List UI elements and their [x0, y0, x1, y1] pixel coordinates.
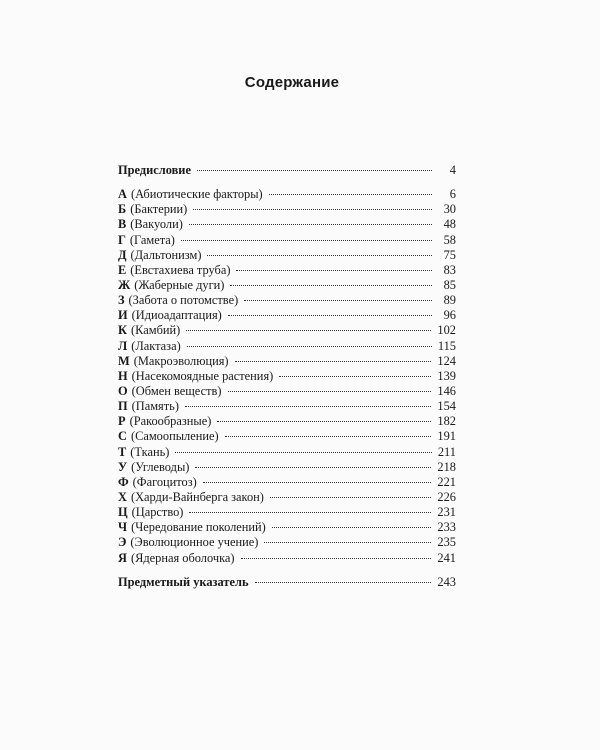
dot-leader [230, 285, 432, 286]
toc-letter: С [118, 429, 127, 444]
toc-label: (Дальтонизм) [130, 247, 202, 262]
toc-row[interactable] [118, 248, 456, 263]
toc-label: (Эволюционное учение) [130, 535, 259, 550]
toc-letter: Р [118, 414, 126, 429]
toc-page-number: 235 [437, 535, 456, 550]
dot-leader [228, 391, 432, 392]
toc-label: Предисловие [118, 163, 191, 177]
dot-leader [272, 527, 432, 528]
toc-label: (Забота о потомстве) [128, 293, 239, 308]
spacer [118, 566, 456, 575]
toc-row[interactable] [118, 323, 456, 338]
toc-letter: И [118, 308, 128, 323]
toc-row[interactable] [118, 399, 456, 414]
toc-letter: У [118, 459, 128, 474]
toc-letter: К [118, 323, 127, 338]
toc-letter: А [118, 187, 127, 202]
toc-page-number: 211 [437, 444, 456, 459]
toc-page-number: 83 [443, 262, 456, 277]
table-of-contents [118, 163, 456, 590]
dot-leader [236, 270, 432, 271]
toc-label: (Камбий) [131, 323, 181, 338]
dot-leader [228, 315, 432, 316]
dot-leader [181, 240, 432, 241]
toc-label: (Бактерии) [130, 202, 188, 217]
toc-row[interactable] [118, 263, 456, 278]
toc-page-number: 231 [437, 505, 456, 520]
toc-entries [118, 187, 456, 566]
toc-label: (Харди-Вайнберга закон) [130, 489, 264, 504]
toc-page-number: 221 [437, 474, 456, 489]
dot-leader [264, 542, 431, 543]
toc-letter: Х [118, 489, 127, 504]
dot-leader [197, 170, 432, 171]
toc-label: Предметный указатель [118, 574, 249, 589]
page-title: Содержание [244, 74, 340, 91]
toc-label: (Идиоадаптация) [131, 308, 222, 323]
toc-label: (Ткань) [130, 444, 170, 459]
toc-page-number: 124 [437, 353, 456, 368]
toc-label: (Углеводы) [131, 459, 190, 474]
dot-leader [270, 497, 432, 498]
toc-label: (Лактаза) [131, 338, 181, 353]
toc-page-number: 48 [443, 217, 456, 232]
toc-row[interactable] [118, 460, 456, 475]
toc-row[interactable] [118, 202, 456, 217]
toc-row-preface[interactable] [118, 163, 456, 178]
toc-page-number: 75 [443, 247, 456, 262]
dot-leader [255, 582, 432, 583]
toc-row[interactable] [118, 429, 456, 444]
toc-row[interactable] [118, 187, 456, 202]
toc-row[interactable] [118, 308, 456, 323]
toc-letter: Ц [118, 505, 128, 520]
toc-page-number: 182 [437, 414, 456, 429]
toc-row[interactable] [118, 384, 456, 399]
toc-letter: М [118, 353, 130, 368]
toc-letter: Ч [118, 520, 128, 535]
toc-page-number: 233 [437, 520, 456, 535]
toc-page-number: 146 [437, 383, 456, 398]
toc-label: (Самоопыление) [130, 429, 219, 444]
dot-leader [207, 255, 432, 256]
toc-label: (Абиотические факторы) [130, 187, 263, 202]
toc-row[interactable] [118, 369, 456, 384]
toc-label: (Жаберные дуги) [134, 277, 225, 292]
toc-letter: Л [118, 338, 128, 353]
toc-label: (Фагоцитоз) [132, 474, 197, 489]
toc-page-number: 226 [437, 489, 456, 504]
toc-letter: Т [118, 444, 127, 459]
toc-page-number: 115 [437, 338, 456, 353]
toc-label: (Насекомоядные растения) [131, 368, 274, 383]
toc-label: (Память) [131, 399, 179, 414]
toc-page-number: 89 [443, 293, 456, 308]
toc-letter: Д [118, 247, 127, 262]
toc-row[interactable] [118, 339, 456, 354]
toc-row[interactable] [118, 551, 456, 566]
dot-leader [195, 467, 431, 468]
dot-leader [189, 224, 432, 225]
toc-page-number: 96 [443, 308, 456, 323]
dot-leader [193, 209, 432, 210]
toc-label: (Обмен веществ) [131, 383, 222, 398]
toc-row[interactable] [118, 505, 456, 520]
toc-label: (Макроэволюция) [133, 353, 229, 368]
toc-page-number: 58 [443, 232, 456, 247]
dot-leader [186, 330, 431, 331]
toc-letter: Э [118, 535, 127, 550]
toc-letter: Е [118, 262, 127, 277]
toc-row[interactable] [118, 475, 456, 490]
dot-leader [189, 512, 431, 513]
toc-page-number: 154 [437, 399, 456, 414]
toc-letter: О [118, 383, 128, 398]
toc-letter: П [118, 399, 128, 414]
toc-row[interactable] [118, 520, 456, 535]
toc-row[interactable] [118, 490, 456, 505]
dot-leader [187, 346, 432, 347]
toc-page-number: 191 [437, 429, 456, 444]
toc-page-number: 85 [443, 277, 456, 292]
spacer [118, 178, 456, 187]
toc-row[interactable] [118, 535, 456, 550]
toc-page-number: 102 [437, 323, 456, 338]
toc-letter: Н [118, 368, 128, 383]
toc-row[interactable] [118, 217, 456, 232]
toc-label: (Евстахиева труба) [130, 262, 231, 277]
toc-letter: Г [118, 232, 126, 247]
toc-row-index[interactable] [118, 575, 456, 590]
dot-leader [203, 482, 432, 483]
dot-leader [241, 558, 432, 559]
toc-letter: З [118, 293, 125, 308]
toc-page-number: 243 [437, 574, 456, 589]
toc-label: (Чередование поколений) [131, 520, 266, 535]
toc-letter: Я [118, 550, 127, 565]
toc-label: (Гамета) [129, 232, 175, 247]
dot-leader [225, 436, 432, 437]
toc-label: (Вакуоли) [130, 217, 183, 232]
toc-letter: Б [118, 202, 127, 217]
toc-letter: В [118, 217, 127, 232]
dot-leader [185, 406, 431, 407]
toc-letter: Ж [118, 277, 131, 292]
toc-page-number: 30 [443, 202, 456, 217]
toc-page-number: 241 [437, 550, 456, 565]
dot-leader [235, 361, 432, 362]
toc-row[interactable] [118, 414, 456, 429]
dot-leader [244, 300, 432, 301]
dot-leader [175, 452, 431, 453]
toc-row[interactable] [118, 233, 456, 248]
toc-page-number: 4 [449, 163, 456, 177]
toc-label: (Ядерная оболочка) [130, 550, 235, 565]
dot-leader [279, 376, 431, 377]
toc-label: (Царство) [131, 505, 184, 520]
toc-page-number: 6 [449, 187, 456, 202]
dot-leader [269, 194, 432, 195]
toc-row[interactable] [118, 354, 456, 369]
toc-label: (Ракообразные) [129, 414, 212, 429]
toc-page-number: 218 [437, 459, 456, 474]
toc-row[interactable] [118, 445, 456, 460]
toc-row[interactable] [118, 293, 456, 308]
toc-letter: Ф [118, 474, 129, 489]
dot-leader [217, 421, 431, 422]
toc-row[interactable] [118, 278, 456, 293]
toc-page-number: 139 [437, 368, 456, 383]
